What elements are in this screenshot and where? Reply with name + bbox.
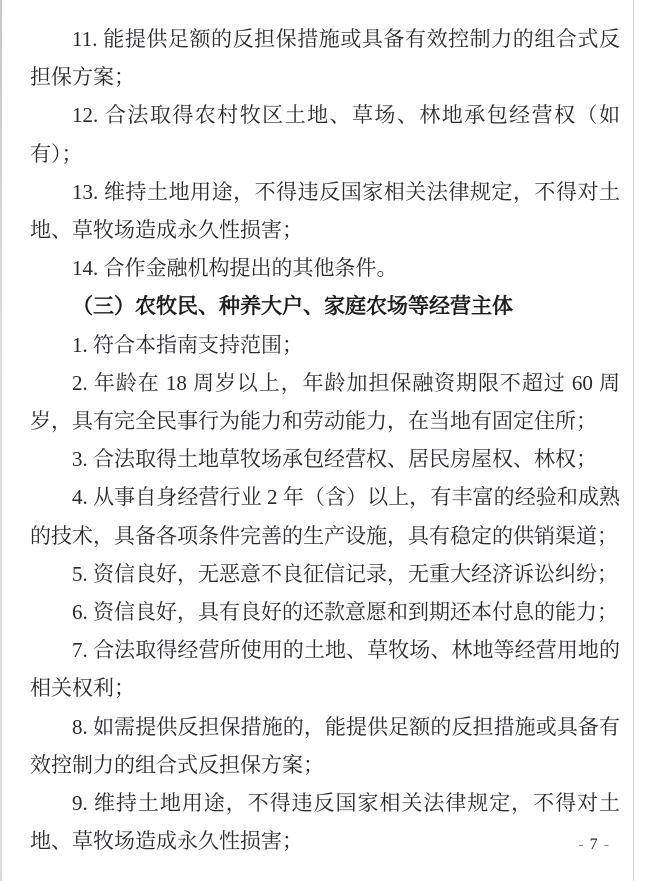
page-number-value: 7 xyxy=(589,836,599,853)
condition-item-8: 8. 如需提供反担保措施的，能提供足额的反担措施或具备有效控制力的组合式反担保方案； xyxy=(30,714,620,777)
page-number xyxy=(0,834,615,856)
section-heading-iii: （三）农牧民、种养大户、家庭农场等经营主体 xyxy=(72,294,513,319)
condition-item-7: 7. 合法取得经营所使用的土地、草牧场、林地等经营用地的相关权利； xyxy=(30,638,620,701)
scan-edge-left-artifact xyxy=(0,0,2,881)
condition-item-14: 14. 合作金融机构提出的其他条件。 xyxy=(72,256,398,281)
condition-item-13: 13. 维持土地用途，不得违反国家相关法律规定，不得对土地、草牧场造成永久性损害； xyxy=(30,179,620,243)
condition-item-5: 5. 资信良好，无恶意不良征信记录，无重大经济诉讼纠纷； xyxy=(72,561,618,586)
condition-item-4: 4. 从事自身经营行业 2 年（含）以上，有丰富的经验和成熟的技术，具备各项条件完善的生产设施，具有稳定的供销渠道； xyxy=(30,485,620,548)
condition-item-6: 6. 资信良好，具有良好的还款意愿和到期还本付息的能力； xyxy=(72,600,618,625)
condition-item-12: 12. 合法取得农村牧区土地、草场、林地承包经营权（如有）； xyxy=(30,103,620,166)
condition-item-1: 1. 符合本指南支持范围； xyxy=(72,332,303,357)
condition-item-2: 2. 年龄在 18 周岁以上，年龄加担保融资期限不超过 60 周岁，具有完全民事行为能力和劳动能力，在当地有固定住所； xyxy=(30,370,620,434)
page-number-dash-right: - xyxy=(603,836,610,853)
condition-item-11: 11. 能提供足额的反担保措施或具备有效控制力的组合式反担保方案； xyxy=(30,27,620,90)
page-number-dash-left: - xyxy=(578,836,585,853)
scan-edge-right-artifact xyxy=(633,0,634,881)
condition-item-3: 3. 合法取得土地草牧场承包经营权、居民房屋权、林权； xyxy=(72,447,597,472)
condition-item-9: 9. 维持土地用途，不得违反国家相关法律规定，不得对土地、草牧场造成永久性损害； xyxy=(30,791,620,854)
document-body xyxy=(30,20,620,860)
